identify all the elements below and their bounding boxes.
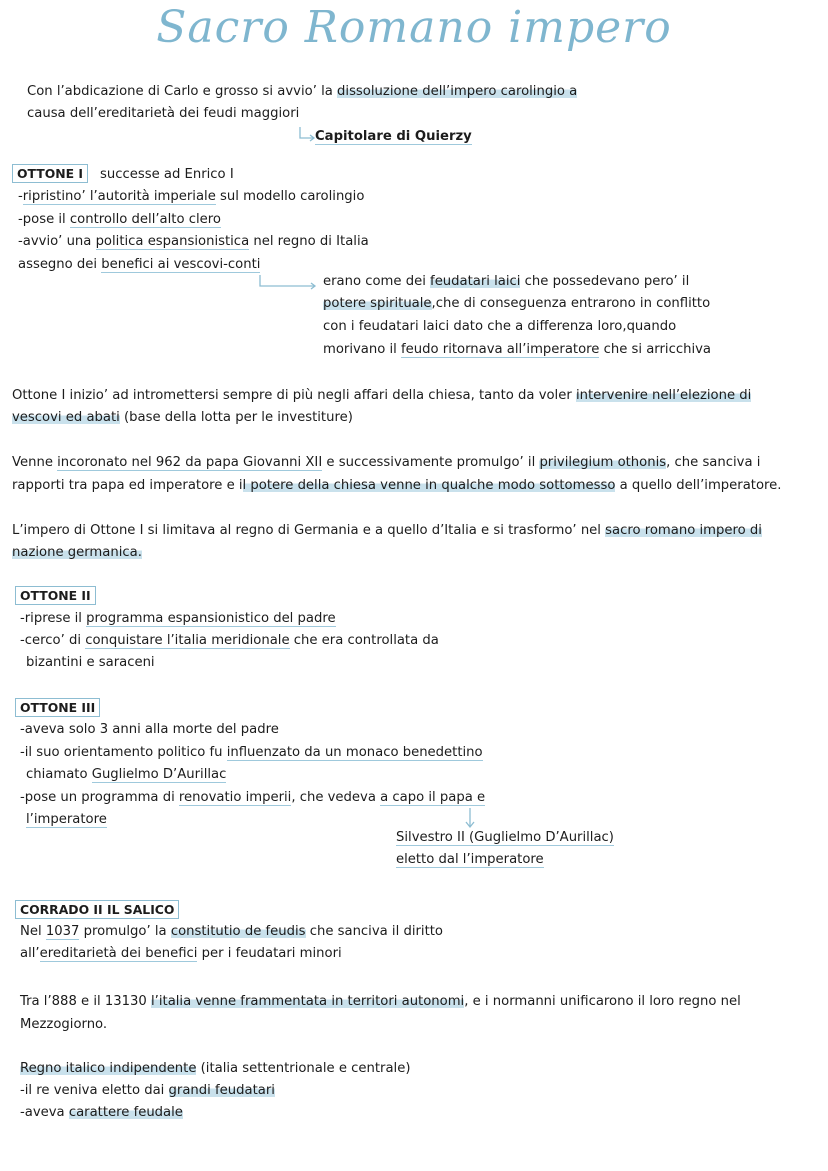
ottone3-line-5: [26, 811, 107, 829]
regno-line-1: [20, 1060, 410, 1078]
text: a quello dell’imperatore.: [615, 478, 782, 493]
highlight: feudatari laici: [430, 274, 521, 289]
ottone1-detail-1: [323, 273, 689, 291]
text: Nel: [20, 924, 46, 939]
ottone1-detail-3: con i feudatari laici dato che a differenza loro,quando: [323, 319, 677, 334]
text: sul modello carolingio: [215, 189, 365, 204]
highlight: constitutio de feudis: [170, 924, 306, 939]
underline: ereditarietà dei benefici: [39, 946, 198, 961]
para1-line-2: [12, 409, 353, 427]
underline: a capo il papa e: [380, 790, 486, 805]
text: che sanciva il diritto: [305, 924, 443, 939]
ottone3-label: OTTONE III: [15, 698, 100, 717]
text: Ottone I inizio’ ad intromettersi sempre di più negli affari della chiesa, tanto da voler: [12, 388, 576, 403]
silvestro-line-2: [396, 851, 544, 869]
highlight: carattere feudale: [68, 1105, 183, 1120]
arrow-down-icon: [463, 807, 477, 829]
text: Con l’abdicazione di Carlo e grosso si avvio’ la: [27, 84, 338, 99]
text: che era controllata da: [289, 633, 439, 648]
text: -il re veniva eletto dai: [20, 1083, 169, 1098]
text: -il suo orientamento politico fu: [20, 745, 227, 760]
regno-line-2: [20, 1082, 275, 1100]
underline: ripristino’ l’autorità imperiale: [22, 189, 216, 204]
underline: Silvestro II (Guglielmo D’Aurillac): [396, 830, 614, 845]
intro-line-2: causa dell’ereditarietà dei feudi maggiori: [27, 106, 300, 121]
text: -cerco’ di: [20, 633, 86, 648]
text: , che vedeva: [291, 790, 381, 805]
para2-line-2: [12, 477, 781, 495]
text: chiamato: [26, 767, 92, 782]
text: , e i normanni unificarono il loro regno nel: [464, 994, 741, 1009]
ottone2-line-2: [20, 632, 439, 650]
ottone1-successe: successe ad Enrico I: [100, 167, 234, 182]
text: all’: [20, 946, 40, 961]
underline: Guglielmo D’Aurillac: [91, 767, 227, 782]
text: -pose il: [18, 212, 70, 227]
text: per i feudatari minori: [197, 946, 342, 961]
arrow-icon: [298, 125, 316, 145]
underline: eletto dal l’imperatore: [396, 852, 544, 867]
ottone3-line-2: [20, 744, 483, 762]
underline: l’imperatore: [26, 812, 107, 827]
silvestro-line-1: [396, 829, 614, 847]
text: morivano il: [323, 342, 402, 357]
text: (italia settentrionale e centrale): [196, 1061, 411, 1076]
para1-line-1: [12, 387, 751, 405]
underline: renovatio imperii: [178, 790, 292, 805]
text: ,che di conseguenza entrarono in conflitto: [431, 296, 711, 311]
ottone1-detail-4: [323, 341, 711, 359]
para4-line-2: Mezzogiorno.: [20, 1017, 108, 1032]
highlight: nazione germanica.: [12, 545, 142, 560]
underline: conquistare l’italia meridionale: [85, 633, 290, 648]
highlight: vescovi ed abati: [12, 410, 120, 425]
text: rapporti tra papa ed imperatore e i: [12, 478, 243, 493]
text: Venne: [12, 455, 58, 470]
text: -: [18, 189, 23, 204]
text: L’impero di Ottone I si limitava al regno di Germania e a quello d’Italia e si trasformo’ nel: [12, 523, 606, 538]
ottone2-line-1: [20, 610, 336, 628]
para2-line-1: [12, 454, 760, 472]
highlight: privilegium othonis: [539, 455, 667, 470]
highlight: l potere della chiesa venne in qualche modo sottomesso: [242, 478, 616, 493]
arrow-icon: [258, 274, 318, 292]
text: erano come dei: [323, 274, 431, 289]
underline: feudo ritornava all’imperatore: [401, 342, 600, 357]
underline: incoronato nel 962 da papa Giovanni XII: [57, 455, 323, 470]
highlight: l’italia venne frammentata in territori autonomi: [151, 994, 465, 1009]
highlight: intervenire nell’elezione di: [575, 388, 752, 403]
text: nel regno di Italia: [249, 234, 369, 249]
highlight: Regno italico indipendente: [20, 1061, 197, 1076]
corrado-label: CORRADO II IL SALICO: [15, 900, 179, 919]
ottone2-line-3: bizantini e saraceni: [26, 655, 155, 670]
ottone1-line-3: [18, 233, 369, 251]
ottone3-line-1: -aveva solo 3 anni alla morte del padre: [20, 722, 279, 737]
ottone3-line-4: [20, 789, 485, 807]
ottone1-label: OTTONE I: [12, 164, 88, 183]
underline: politica espansionistica: [95, 234, 250, 249]
text: che possedevano pero’ il: [520, 274, 690, 289]
text: -avvio’ una: [18, 234, 96, 249]
text: , che sanciva i: [666, 455, 761, 470]
text: Tra l’888 e il 13130: [20, 994, 151, 1009]
para3-line-1: [12, 522, 762, 540]
highlight: sacro romano impero di: [605, 523, 762, 538]
highlight: potere spirituale: [323, 296, 432, 311]
capitolare-label: [315, 128, 472, 146]
ottone1-line-1: [18, 188, 364, 206]
page-title: Sacro Romano impero: [156, 2, 672, 53]
ottone1-detail-2: [323, 295, 710, 313]
underline: 1037: [45, 924, 80, 939]
corrado-line-1: [20, 923, 443, 941]
text: -riprese il: [20, 611, 87, 626]
para3-line-2: [12, 544, 142, 562]
underline: benefici ai vescovi-conti: [101, 257, 261, 272]
text: -pose un programma di: [20, 790, 179, 805]
corrado-line-2: [20, 945, 342, 963]
ottone3-line-3: [26, 766, 226, 784]
regno-line-3: [20, 1104, 183, 1122]
text: -aveva: [20, 1105, 69, 1120]
text: promulgo’ la: [79, 924, 171, 939]
ottone2-label: OTTONE II: [15, 586, 96, 605]
text: assegno dei: [18, 257, 102, 272]
highlight: grandi feudatari: [168, 1083, 275, 1098]
capitolare-text: Capitolare di Quierzy: [315, 129, 472, 144]
ottone1-line-2: [18, 211, 221, 229]
text: (base della lotta per le investiture): [119, 410, 353, 425]
text: e successivamente promulgo’ il: [322, 455, 540, 470]
text: che si arricchiva: [599, 342, 711, 357]
intro-line-1: [27, 83, 577, 101]
para4-line-1: [20, 993, 741, 1011]
underline: controllo dell’alto clero: [69, 212, 221, 227]
ottone1-line-4: [18, 256, 260, 274]
highlight: dissoluzione dell’impero carolingio a: [337, 84, 578, 99]
underline: programma espansionistico del padre: [86, 611, 336, 626]
underline: influenzato da un monaco benedettino: [226, 745, 483, 760]
